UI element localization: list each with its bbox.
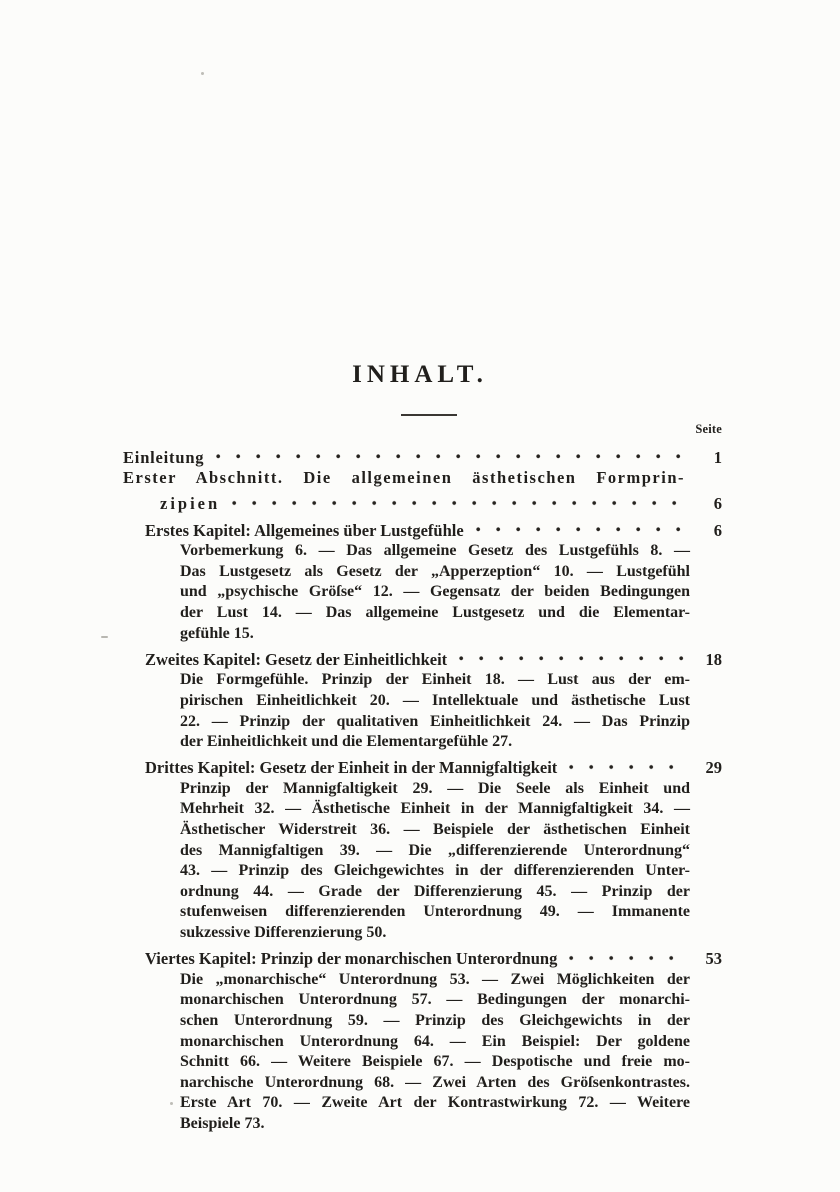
toc-entry xyxy=(123,468,722,515)
entry-label: Einleitung xyxy=(123,447,205,467)
toc-row xyxy=(123,753,722,779)
toc-entries xyxy=(123,442,722,1135)
toc-entry xyxy=(123,944,722,1135)
detail-line: monarchischen Unterordnung 64. — Ein Beispiel: Der goldene xyxy=(180,1032,690,1050)
detail-line: Beispiele 73. xyxy=(180,1114,265,1132)
toc-entry xyxy=(123,753,722,944)
detail-line: Schnitt 66. — Weitere Beispiele 67. — Despotische und freie mo- xyxy=(180,1053,690,1071)
page-number: 1 xyxy=(713,447,722,467)
entry-label: Viertes Kapitel: Prinzip der monarchischen Unterordnung xyxy=(145,949,558,969)
detail-line: Prinzip der Mannigfaltigkeit 29. — Die Seele als Einheit und xyxy=(180,779,690,797)
entry-label: Zweites Kapitel: Gesetz der Einheitlichkeit xyxy=(145,649,448,669)
toc-entry xyxy=(123,644,722,753)
dot-leader xyxy=(216,442,684,463)
entry-label: zipien xyxy=(160,494,221,514)
toc-row xyxy=(123,489,722,515)
toc-row xyxy=(123,515,722,541)
detail-line: Das Lustgesetz als Gesetz der „Apperzeption“ 10. — Lustgefühl xyxy=(180,562,690,580)
table-of-contents xyxy=(123,422,722,1135)
detail-line: 22. — Prinzip der qualitativen Einheitlichkeit 24. — Das Prinzip xyxy=(180,712,690,730)
detail-line: und „psychische Gröſse“ 12. — Gegensatz der beiden Bedingungen xyxy=(180,583,690,601)
detail-line: ordnung 44. — Grade der Differenzierung 45. — Prinzip der xyxy=(180,882,690,900)
entry-label: Erstes Kapitel: Allgemeines über Lustgefühle xyxy=(145,520,464,540)
detail-line: Die Formgefühle. Prinzip der Einheit 18. — Lust aus der em- xyxy=(180,671,690,689)
detail-line: der Lust 14. — Das allgemeine Lustgesetz und die Elementar- xyxy=(180,603,690,621)
detail-line: des Mannigfaltigen 39. — Die „differenzierende Unterordnung“ xyxy=(180,841,690,859)
page-number: 6 xyxy=(713,494,722,514)
detail-line: schen Unterordnung 59. — Prinzip des Gleichgewichts in der xyxy=(180,1012,690,1029)
scan-artifact xyxy=(101,636,108,638)
scan-artifact xyxy=(201,72,204,75)
dot-leader xyxy=(569,753,684,774)
detail-line: Mehrheit 32. — Ästhetische Einheit in der Mannigfaltigkeit 34. — xyxy=(180,800,690,818)
toc-row xyxy=(123,944,722,970)
entry-label: Drittes Kapitel: Gesetz der Einheit in der Mannigfaltigkeit xyxy=(145,758,558,778)
entry-details xyxy=(123,970,690,1135)
dot-leader xyxy=(476,515,684,536)
page-number: 29 xyxy=(705,758,722,778)
detail-line: pirischen Einheitlichkeit 20. — Intellektuale und ästhetische Lust xyxy=(180,691,690,709)
dot-leader xyxy=(569,944,684,965)
detail-line: 43. — Prinzip des Gleichgewichtes in der differenzierenden Unter- xyxy=(180,862,690,880)
page-column-label: Seite xyxy=(695,422,722,436)
page-title: INHALT. xyxy=(352,361,488,388)
detail-line: narchische Unterordnung 68. — Zwei Arten des Gröſsenkontrastes. xyxy=(180,1073,690,1091)
entry-details xyxy=(123,779,690,944)
entry-details xyxy=(123,541,690,644)
detail-line: der Einheitlichkeit und die Elementargefühle 27. xyxy=(180,733,513,751)
entry-details xyxy=(123,670,690,752)
toc-row xyxy=(123,644,722,670)
detail-line: gefühle 15. xyxy=(180,624,254,642)
detail-line: monarchischen Unterordnung 57. — Bedingungen der monarchi- xyxy=(180,991,690,1009)
toc-entry xyxy=(123,515,722,644)
toc-row xyxy=(123,442,722,468)
page-number: 18 xyxy=(705,649,722,669)
detail-line: Erste Art 70. — Zweite Art der Kontrastwirkung 72. — Weitere xyxy=(180,1094,690,1112)
page-number: 53 xyxy=(705,949,722,969)
detail-line: Vorbemerkung 6. — Das allgemeine Gesetz des Lustgefühls 8. — xyxy=(180,542,690,560)
dot-leader xyxy=(232,489,684,510)
page-number: 6 xyxy=(713,520,722,540)
title-rule xyxy=(401,414,457,416)
dot-leader xyxy=(459,644,684,665)
toc-entry xyxy=(123,442,722,468)
detail-line: sukzessive Differenzierung 50. xyxy=(180,924,387,942)
scan-artifact xyxy=(170,1102,173,1105)
detail-line: Ästhetischer Widerstreit 36. — Beispiele der ästhetischen Einheit xyxy=(180,821,690,839)
section-heading-line: Erster Abschnitt. Die allgemeinen ästhetischen Formprin- xyxy=(123,468,685,488)
detail-line: stufenweisen differenzierenden Unterordnung 49. — Immanente xyxy=(180,903,690,921)
detail-line: Die „monarchische“ Unterordnung 53. — Zwei Möglichkeiten der xyxy=(180,970,690,988)
